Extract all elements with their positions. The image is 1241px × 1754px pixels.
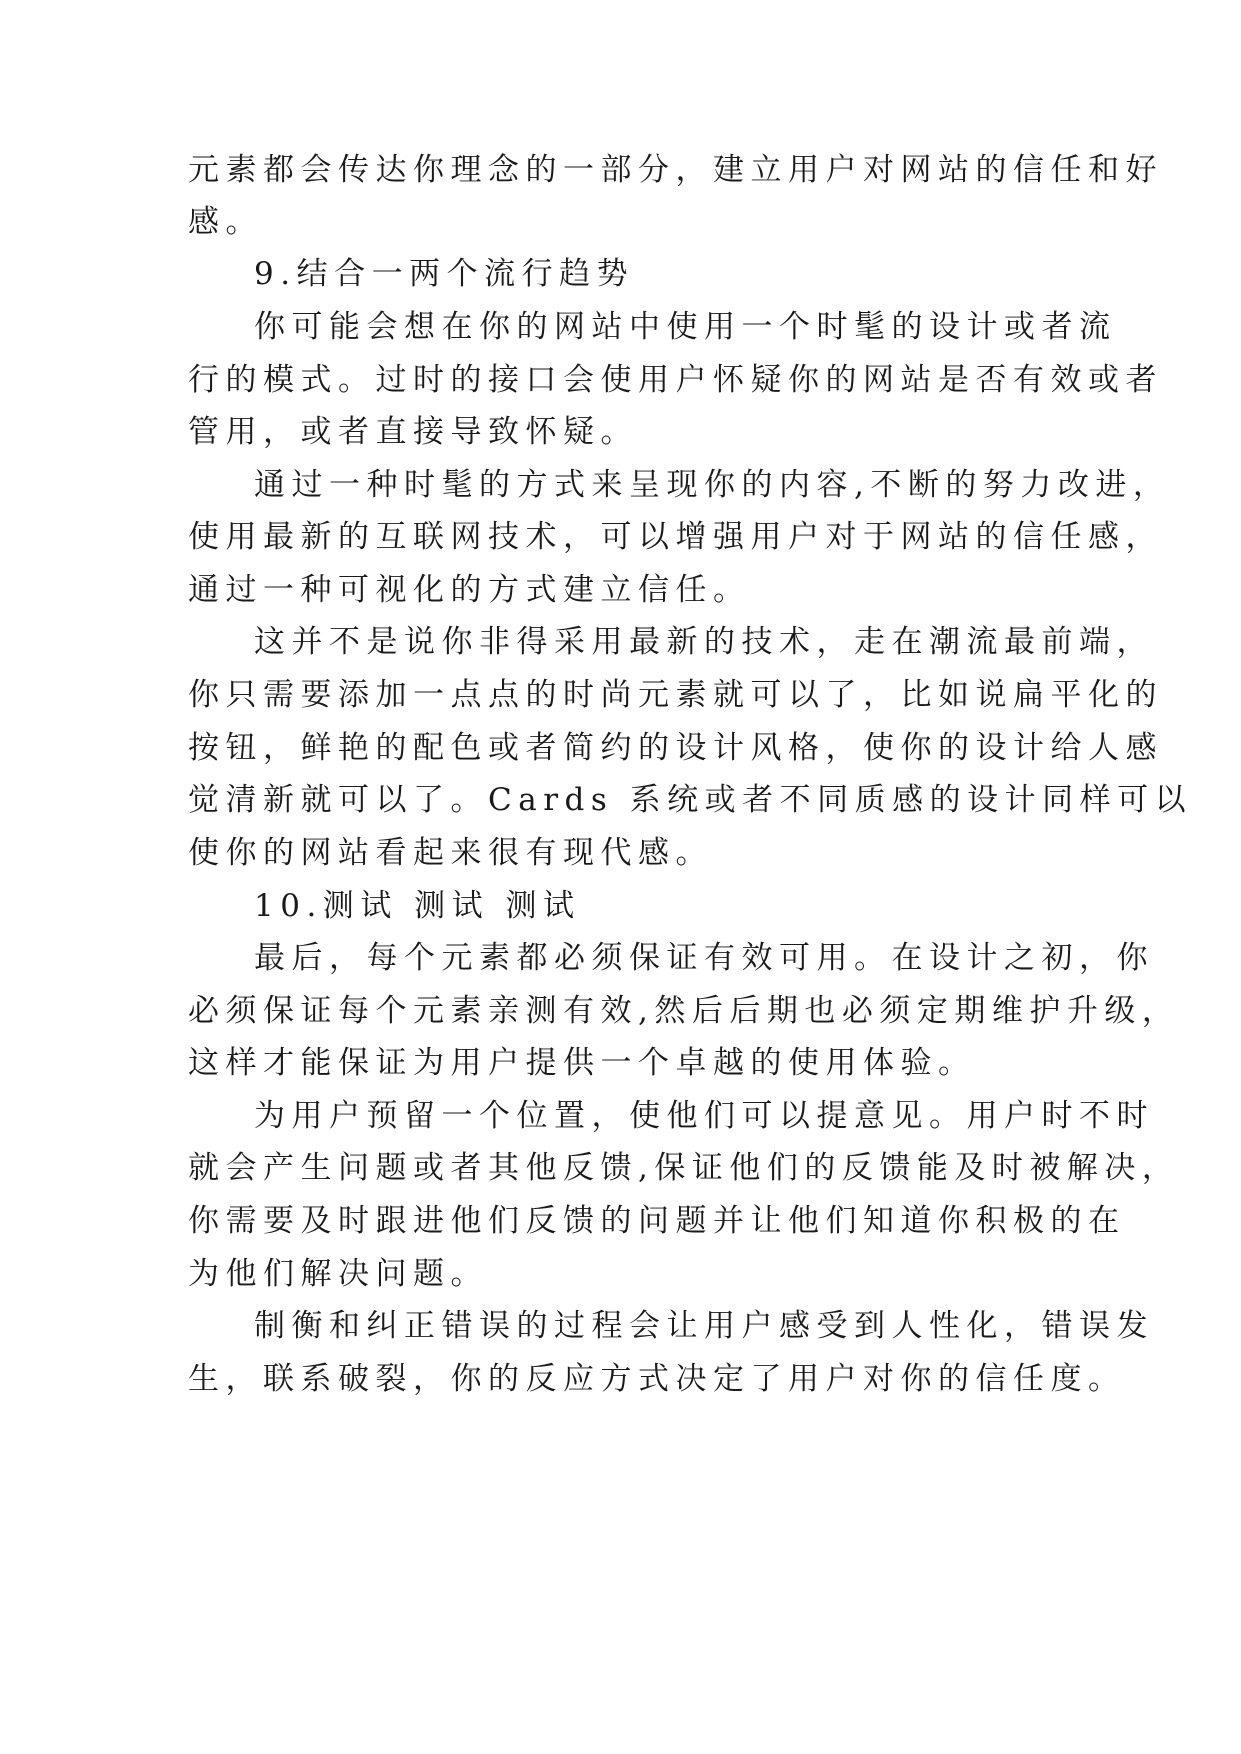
text-line: 元素都会传达你理念的一部分，建立用户对网站的信任和好 bbox=[188, 152, 1163, 188]
text-line: 就会产生问题或者其他反馈,保证他们的反馈能及时被解决， bbox=[188, 1150, 1180, 1186]
text-line: 按钮，鲜艳的配色或者简约的设计风格，使你的设计给人感 bbox=[188, 730, 1163, 766]
text-line: 通过一种可视化的方式建立信任。 bbox=[188, 572, 751, 608]
text-line: 为他们解决问题。 bbox=[188, 1256, 488, 1292]
text-line: 生，联系破裂，你的反应方式决定了用户对你的信任度。 bbox=[188, 1361, 1126, 1397]
text-line: 感。 bbox=[188, 204, 263, 240]
text-line: 你需要及时跟进他们反馈的问题并让他们知道你积极的在 bbox=[188, 1203, 1126, 1239]
text-line: 通过一种时髦的方式来呈现你的内容,不断的努力改进， bbox=[254, 467, 1171, 503]
text-line: 必须保证每个元素亲测有效,然后后期也必须定期维护升级， bbox=[188, 993, 1180, 1029]
text-line: 为用户预留一个位置，使他们可以提意见。用户时不时 bbox=[254, 1098, 1154, 1134]
text-line: 使用最新的互联网技术，可以增强用户对于网站的信任感， bbox=[188, 519, 1163, 555]
text-line: 制衡和纠正错误的过程会让用户感受到人性化，错误发 bbox=[254, 1308, 1154, 1344]
text-line: 你可能会想在你的网站中使用一个时髦的设计或者流 bbox=[254, 309, 1117, 345]
text-line: 觉清新就可以了。Cards 系统或者不同质感的设计同样可以 bbox=[188, 782, 1193, 818]
section-heading: 9.结合一两个流行趋势 bbox=[254, 256, 635, 292]
text-line: 管用，或者直接导致怀疑。 bbox=[188, 414, 638, 450]
text-line: 你只需要添加一点点的时尚元素就可以了，比如说扁平化的 bbox=[188, 677, 1163, 713]
section-heading: 10.测试 测试 测试 bbox=[254, 888, 581, 924]
text-line: 行的模式。过时的接口会使用户怀疑你的网站是否有效或者 bbox=[188, 362, 1163, 398]
text-line: 最后，每个元素都必须保证有效可用。在设计之初，你 bbox=[254, 940, 1154, 976]
text-line: 这并不是说你非得采用最新的技术，走在潮流最前端， bbox=[254, 624, 1154, 660]
text-line: 使你的网站看起来很有现代感。 bbox=[188, 835, 713, 871]
text-line: 这样才能保证为用户提供一个卓越的使用体验。 bbox=[188, 1045, 976, 1081]
